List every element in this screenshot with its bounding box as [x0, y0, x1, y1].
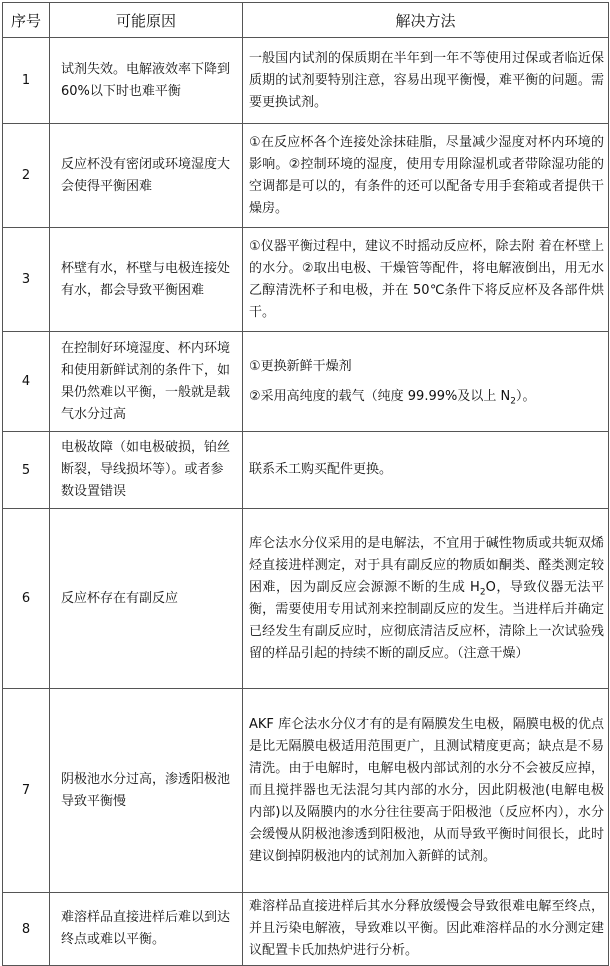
solution-text: ）。	[515, 388, 536, 404]
header-cause: 可能原因	[50, 3, 243, 38]
cause-cell: 杯壁有水，杯壁与电极连接处有水，都会导致平衡困难	[50, 228, 243, 332]
cause-cell: 在控制好环境湿度、杯内环境和使用新鲜试剂的条件下，如果仍然难以平衡，一般就是载气水分过高	[50, 332, 243, 432]
table-row	[3, 38, 609, 124]
row-number: 4	[3, 332, 50, 432]
cause-cell: 反应杯存在有副反应	[50, 509, 243, 689]
troubleshooting-table	[2, 2, 609, 966]
solution-cell	[243, 332, 609, 432]
header-solution: 解决方法	[243, 3, 609, 38]
row-number: 5	[3, 432, 50, 509]
solution-cell: ①在反应杯各个连接处涂抹硅脂，尽量减少湿度对杯内环境的影响。②控制环境的湿度，使用专用除湿机或者带除湿功能的空调都是可以的，有条件的还可以配备专用手套箱或者提供干燥房。	[243, 124, 609, 228]
cause-cell: 试剂失效。电解液效率下降到 60%以下时也难平衡	[50, 38, 243, 124]
table-row	[3, 432, 609, 509]
subscript: 2	[479, 587, 486, 598]
table-row	[3, 124, 609, 228]
table-row	[3, 509, 609, 689]
solution-text: O，导致仪器无法平衡，需要使用专用试剂来控制副反应的发生。当进样后并确定已经发生有副反应时，应彻底清洁反应杯，清除上一次试验残留的样品引起的持续不断的副反应。（注意干燥）	[249, 579, 604, 661]
table-row	[3, 689, 609, 893]
solution-text: 库仑法水分仪采用的是电解法，不宜用于碱性物质或共轭双烯烃直接进样测定，对于具有副反应的物质如酮类、醛类测定较困难，因为副反应会源源不断的生成 H	[249, 535, 604, 595]
table-row	[3, 332, 609, 432]
solution-cell: 联系禾工购买配件更换。	[243, 432, 609, 509]
solution-cell	[243, 509, 609, 689]
row-number: 2	[3, 124, 50, 228]
row-number: 6	[3, 509, 50, 689]
row-number: 1	[3, 38, 50, 124]
cause-cell: 反应杯没有密闭或环境湿度大会使得平衡困难	[50, 124, 243, 228]
header-index: 序号	[3, 3, 50, 38]
solution-cell: 一般国内试剂的保质期在半年到一年不等使用过保或者临近保质期的试剂要特别注意，容易出现平衡慢，难平衡的问题。需要更换试剂。	[243, 38, 609, 124]
subscript: 2	[510, 396, 516, 407]
cause-cell: 阴极池水分过高，渗透阳极池导致平衡慢	[50, 689, 243, 893]
table-row	[3, 893, 609, 966]
row-number: 3	[3, 228, 50, 332]
row-number: 8	[3, 893, 50, 966]
cause-cell: 电极故障（如电极破损，铂丝断裂，导线损坏等）。或者参数设置错误	[50, 432, 243, 509]
cause-cell: 难溶样品直接进样后难以到达终点或难以平衡。	[50, 893, 243, 966]
table-row	[3, 228, 609, 332]
solution-cell: ①仪器平衡过程中，建议不时摇动反应杯，除去附 着在杯壁上的水分。②取出电极、干燥管等配件，将电解液倒出，用无水乙醇清洗杯子和电极，并在 50℃条件下将反应杯及各部件烘干。	[243, 228, 609, 332]
solution-line: ①更换新鲜干燥剂	[249, 358, 352, 374]
header-row	[3, 3, 609, 38]
solution-text: ②采用高纯度的载气（纯度 99.99%及以上 N	[249, 388, 511, 404]
solution-line	[249, 386, 604, 408]
row-number: 7	[3, 689, 50, 893]
solution-cell: 难溶样品直接进样后其水分释放缓慢会导致很难电解至终点，并且污染电解液，导致难以平衡。因此难溶样品的水分测定建议配置卡氏加热炉进行分析。	[243, 893, 609, 966]
solution-cell: AKF 库仑法水分仪才有的是有隔膜发生电极，隔膜电极的优点是比无隔膜电极适用范围更广，且测试精度更高；缺点是不易清洗。由于电解时，电解电极内部试剂的水分不会被反应掉，而且搅拌器也无法混匀其内部的水分，因此阴极池(电解电极内部)以及隔膜内的水分往往要高于阳极池（反应杯内），水分会缓慢从阴极池渗透到阳极池，从而导致平衡时间很长，此时建议倒掉阴极池内的试剂加入新鲜的试剂。	[243, 689, 609, 893]
